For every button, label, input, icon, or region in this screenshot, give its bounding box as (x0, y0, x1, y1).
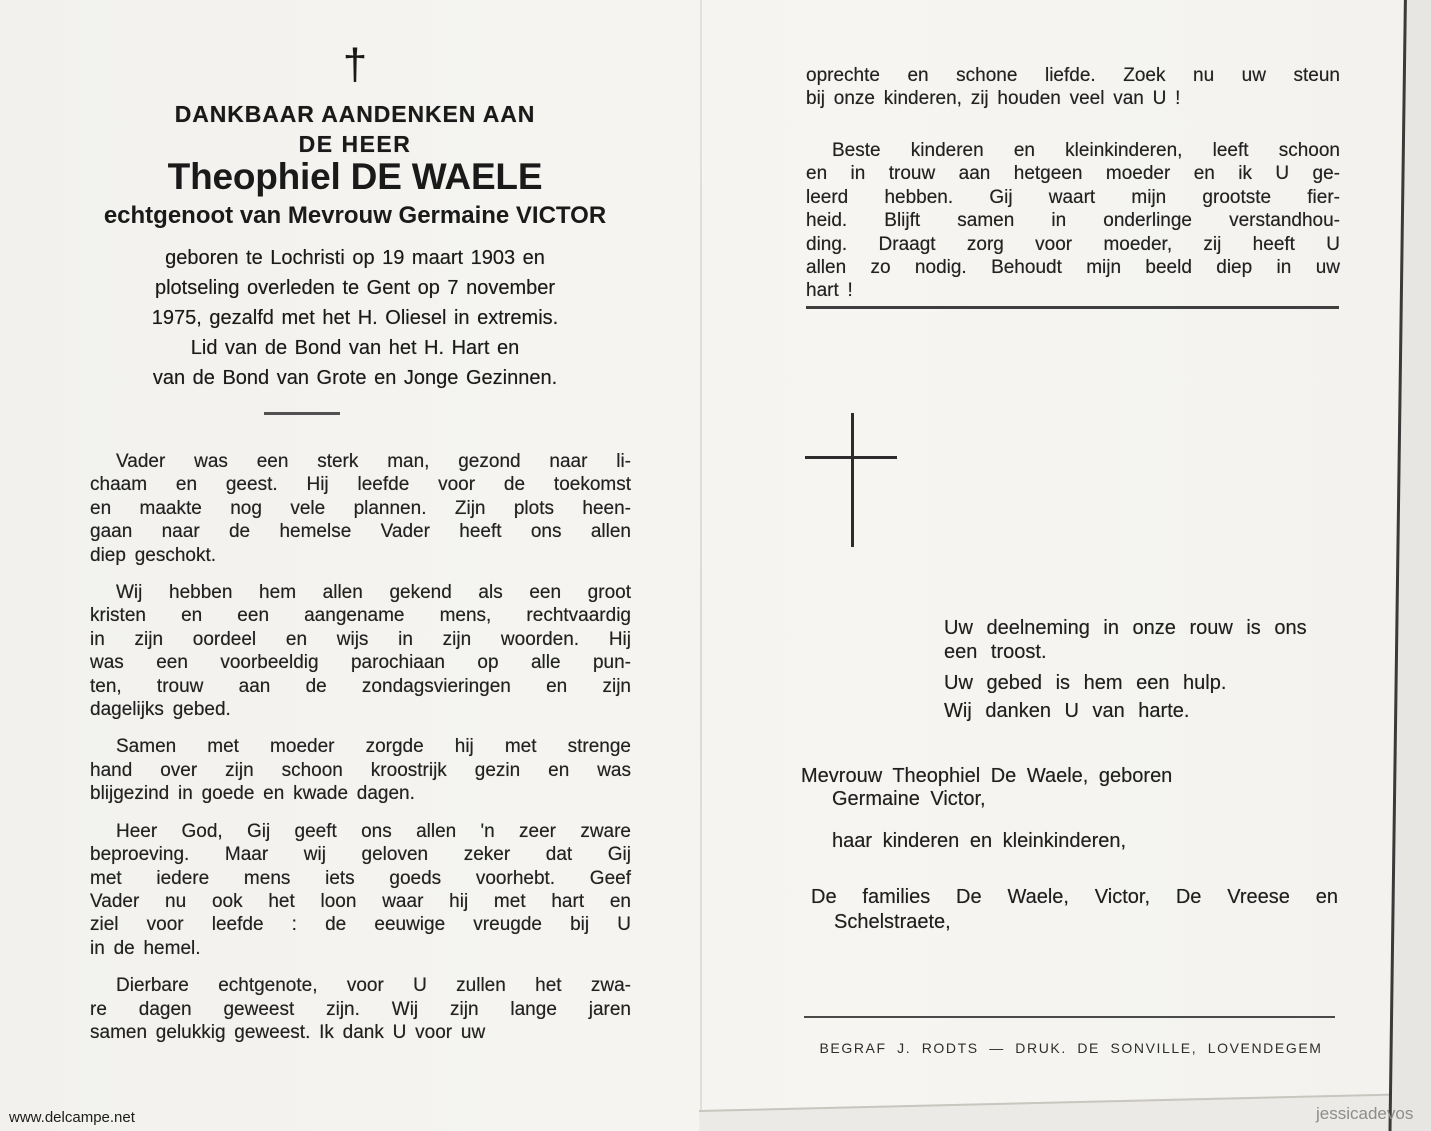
family-line: Mevrouw Theophiel De Waele, geboren (801, 765, 1173, 787)
text-line: Uw deelneming in onze rouw is ons (944, 617, 1307, 639)
divider-rule (264, 412, 340, 415)
family-line: Germaine Victor, (832, 788, 986, 810)
text-line: bij onze kinderen, zij houden veel van U ! (806, 88, 1181, 110)
text-line: Beste kinderen en kleinkinderen, leeft schoon (832, 140, 1340, 161)
text-line: re dagen geweest zijn. Wij zijn lange jaren (90, 998, 631, 1020)
header-de-heer: DE HEER (298, 131, 412, 157)
text-line: Vader nu ook het loon waar hij met hart en (90, 890, 631, 912)
text-line: samen gelukkig geweest. Ik dank U voor uw (90, 1021, 486, 1043)
text-line: in zijn oordeel en wijs in zijn woorden. Hij (90, 628, 631, 650)
biography-block (70, 243, 640, 393)
cross-drawing-icon (805, 456, 897, 459)
text-line: was een voorbeeldig parochiaan op alle pun- (90, 652, 631, 674)
text-line: chaam en geest. Hij leefde voor de toekomst (90, 474, 631, 496)
text-line: allen zo nodig. Behoudt mijn beeld diep in uw (806, 257, 1340, 279)
text-line: ding. Draagt zorg voor moeder, zij heeft U (806, 233, 1340, 255)
paragraph (90, 820, 631, 960)
text-line: blijgezind in goede en kwade dagen. (90, 783, 415, 805)
center-fold-line (700, 0, 702, 1113)
bio-line: 1975, gezalfd met het H. Oliesel in extremis. (151, 307, 559, 329)
text-line: leerd hebben. Gij waart mijn grootste fier- (806, 186, 1340, 208)
text-line: Wij danken U van harte. (944, 700, 1190, 722)
text-line: in de hemel. (90, 937, 201, 959)
text-line: gaan naar de hemelse Vader heeft ons allen (90, 521, 631, 543)
bio-line: Lid van de Bond van het H. Hart en (190, 337, 520, 359)
watermark-jessicadevos: jessicadevos (1316, 1104, 1414, 1123)
text-line: kristen en een aangename mens, rechtvaardig (90, 605, 631, 627)
text-line: oprechte en schone liefde. Zoek nu uw steun (806, 65, 1340, 86)
cross-icon: † (342, 40, 368, 89)
text-line: diep geschokt. (90, 544, 217, 566)
text-line: een troost. (944, 640, 1047, 663)
divider-rule (804, 1016, 1335, 1018)
text-line: met iedere mens iets goeds voorhebt. Geef (90, 867, 631, 889)
paragraph (90, 974, 631, 1044)
condolence-entry (944, 617, 1364, 664)
bio-line: geboren te Lochristi op 19 maart 1903 en (165, 247, 545, 269)
family-line: De families De Waele, Victor, De Vreese en (811, 886, 1338, 908)
text-line: en maakte nog vele plannen. Zijn plots heen- (90, 497, 631, 519)
text-line: hart ! (806, 280, 853, 302)
text-line: ten, trouw aan de zondagsvieringen en zijn (90, 675, 631, 697)
text-line: Uw gebed is hem een hulp. (944, 672, 1227, 694)
condolence-entry (944, 700, 1364, 724)
divider-rule (806, 306, 1339, 309)
printer-credit-line: BEGRAF J. RODTS — DRUK. DE SONVILLE, LOVENDEGEM (819, 1040, 1323, 1056)
family-line: Schelstraete, (834, 911, 951, 933)
text-line: ziel voor leefde : de eeuwige vreugde bij U (90, 914, 631, 936)
text-line: Dierbare echtgenote, voor U zullen het zwa- (116, 975, 631, 997)
condolence-entry (944, 672, 1364, 696)
paragraph (90, 581, 631, 721)
watermark-delcampe: www.delcampe.net (9, 1109, 135, 1126)
text-line: Samen met moeder zorgde hij met strenge (116, 736, 631, 758)
deceased-name: Theophiel DE WAELE (167, 156, 543, 197)
spouse-line: echtgenoot van Mevrouw Germaine VICTOR (103, 202, 607, 229)
paragraph (90, 450, 631, 567)
text-line: Wij hebben hem allen gekend als een groot (116, 582, 631, 604)
text-line: heid. Blijft samen in onderlinge verstandhou- (806, 210, 1340, 232)
text-line: dagelijks gebed. (90, 699, 231, 721)
header-dankbaar: DANKBAAR AANDENKEN AAN (174, 101, 536, 127)
right-page-text (806, 139, 1340, 303)
text-line: en in trouw aan hetgeen moeder en ik U ge- (806, 163, 1340, 185)
text-line: hand over zijn schoon kroostrijk gezin en was (90, 759, 631, 781)
text-line: Vader was een sterk man, gezond naar li- (116, 451, 631, 472)
bio-line: van de Bond van Grote en Jonge Gezinnen. (152, 367, 558, 389)
text-line: Heer God, Gij geeft ons allen 'n zeer zware (116, 820, 631, 842)
family-line: haar kinderen en kleinkinderen, (832, 830, 1127, 852)
cross-drawing-icon (851, 413, 854, 547)
bio-line: plotseling overleden te Gent op 7 november (154, 277, 556, 299)
left-page-text (90, 450, 631, 1058)
right-page-text-continued (806, 64, 1340, 111)
paragraph (90, 735, 631, 805)
text-line: beproeving. Maar wij geloven zeker dat Gij (90, 844, 631, 866)
